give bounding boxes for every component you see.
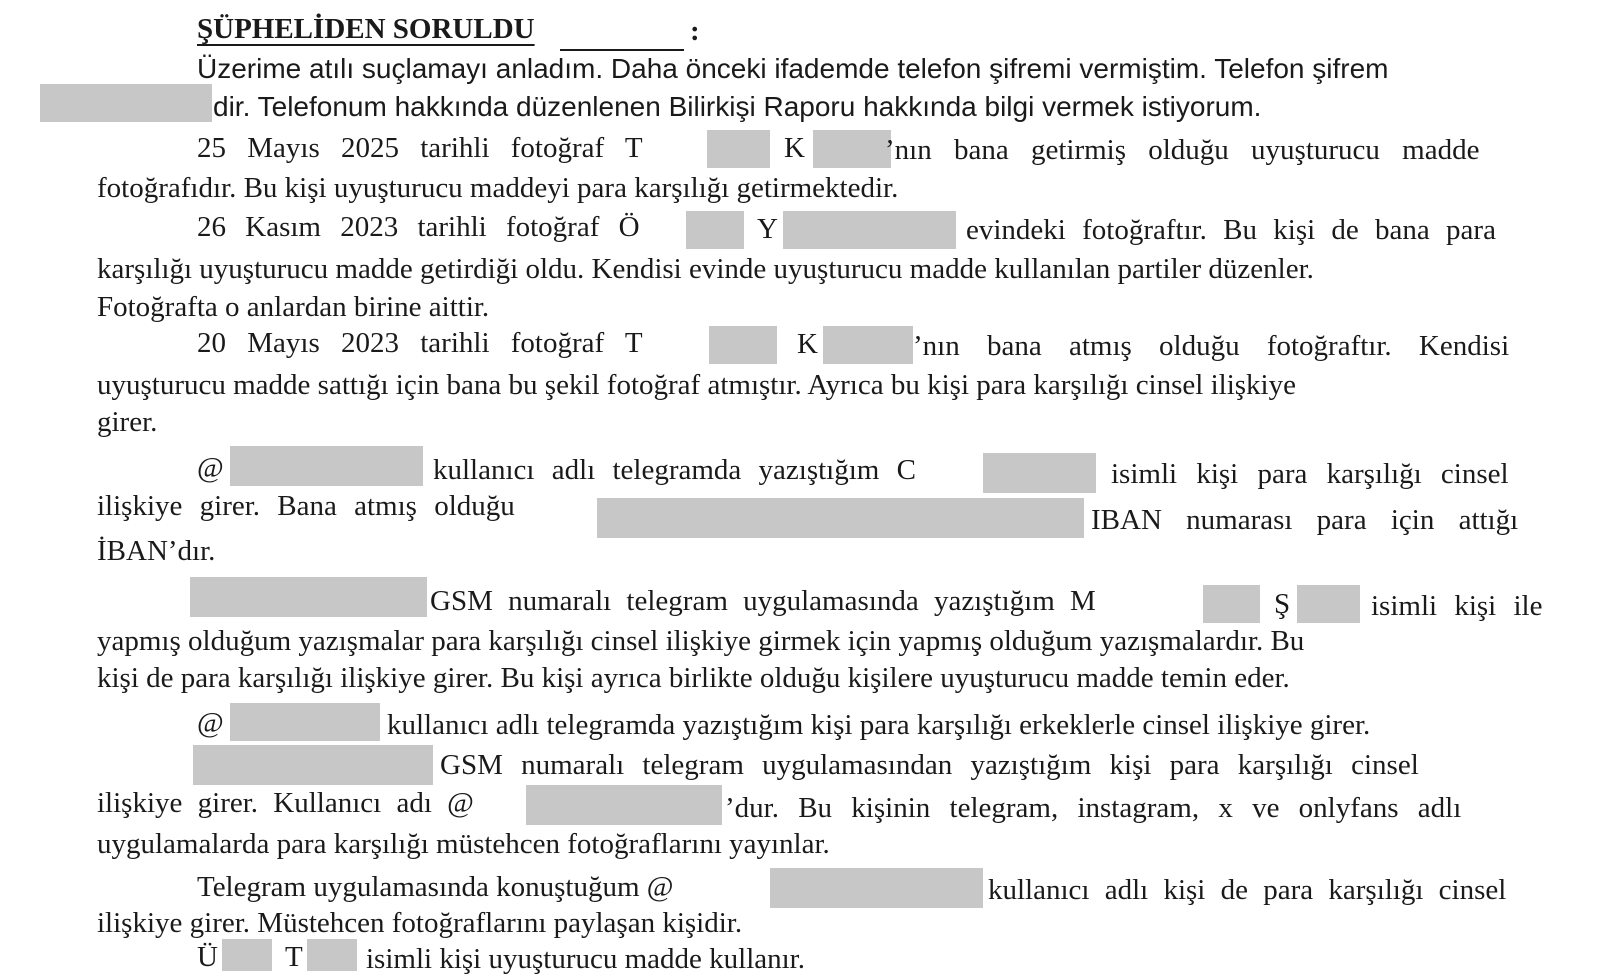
text-line: Ü	[197, 941, 218, 973]
text-line: fotoğrafıdır. Bu kişi uyuşturucu maddeyi para karşılığı getirmektedir.	[97, 172, 899, 204]
text-line: K	[797, 328, 818, 360]
text-line: GSM numaralı telegram uygulamasında yazıştığım M	[430, 585, 1096, 617]
redaction-box	[40, 84, 212, 122]
text-line: dir. Telefonum hakkında düzenlenen Bilirkişi Raporu hakkında bilgi vermek istiyorum.	[213, 91, 1262, 122]
text-line: 26 Kasım 2023 tarihli fotoğraf Ö	[197, 211, 640, 243]
redaction-box	[1203, 585, 1260, 623]
text-line: kullanıcı adlı telegramda yazıştığım C	[433, 454, 916, 486]
text-line: karşılığı uyuşturucu madde getirdiği oldu. Kendisi evinde uyuşturucu madde kullanılan partiler düzenler.	[97, 253, 1314, 285]
text-line: yapmış olduğum yazışmalar para karşılığı cinsel ilişkiye girmek için yapmış olduğum yazışmalardır. Bu	[97, 625, 1305, 657]
redaction-box	[230, 703, 380, 741]
heading-colon: :	[690, 15, 700, 47]
redaction-box	[1297, 585, 1360, 623]
text-line: ’nın bana getirmiş olduğu uyuşturucu madde	[885, 134, 1480, 166]
redaction-box	[222, 939, 272, 971]
text-line: Telegram uygulamasında konuştuğum @	[197, 871, 674, 903]
text-line: @	[197, 452, 224, 484]
redaction-box	[597, 498, 1084, 538]
heading-underline	[560, 49, 684, 51]
redaction-box	[686, 211, 744, 249]
text-line: isimli kişi ile	[1371, 590, 1543, 622]
text-line: ilişkiye girer. Bana atmış olduğu	[97, 490, 515, 522]
text-line: @	[197, 707, 224, 739]
text-line: Ş	[1274, 588, 1291, 620]
text-line: ’nın bana atmış olduğu fotoğraftır. Kendisi	[913, 330, 1510, 362]
text-line: kullanıcı adlı kişi de para karşılığı cinsel	[988, 874, 1507, 906]
text-line: Fotoğrafta o anlardan birine aittir.	[97, 291, 490, 323]
text-line: ’dur. Bu kişinin telegram, instagram, x ve onlyfans adlı	[725, 792, 1462, 824]
redaction-box	[983, 453, 1096, 493]
text-line: GSM numaralı telegram uygulamasından yazıştığım kişi para karşılığı cinsel	[440, 749, 1419, 781]
redaction-box	[230, 446, 423, 486]
text-line: ilişkiye girer. Müstehcen fotoğraflarını paylaşan kişidir.	[97, 907, 743, 939]
document-heading: ŞÜPHELİDEN SORULDU	[197, 13, 535, 45]
text-line: uyuşturucu madde sattığı için bana bu şekil fotoğraf atmıştır. Ayrıca bu kişi para karşılığı cinsel ilişkiye	[97, 369, 1296, 401]
redaction-box	[526, 785, 722, 825]
text-line: girer.	[97, 406, 158, 438]
text-line: kullanıcı adlı telegramda yazıştığım kişi para karşılığı erkeklerle cinsel ilişkiye girer.	[387, 709, 1371, 741]
text-line: evindeki fotoğraftır. Bu kişi de bana para	[966, 214, 1496, 246]
text-line: ilişkiye girer. Kullanıcı adı @	[97, 787, 474, 819]
redaction-box	[193, 745, 433, 785]
text-line: uygulamalarda para karşılığı müstehcen fotoğraflarını yayınlar.	[97, 828, 830, 860]
redaction-box	[823, 326, 913, 364]
text-line: İBAN’dır.	[97, 535, 216, 567]
text-line: 25 Mayıs 2025 tarihli fotoğraf T	[197, 132, 643, 164]
redaction-box	[813, 130, 891, 168]
text-line: isimli kişi para karşılığı cinsel	[1111, 458, 1509, 490]
text-line: K	[784, 132, 805, 164]
redaction-box	[707, 130, 770, 168]
text-line: IBAN numarası para için attığı	[1091, 504, 1519, 536]
text-line: kişi de para karşılığı ilişkiye girer. Bu kişi ayrıca birlikte olduğu kişilere uyuşturucu madde temin eder.	[97, 662, 1290, 694]
redaction-box	[190, 577, 427, 617]
text-line: T	[285, 941, 303, 973]
redaction-box	[709, 326, 777, 364]
text-line: Y	[757, 213, 778, 245]
redaction-box	[783, 211, 956, 249]
text-line: isimli kişi uyuşturucu madde kullanır.	[366, 943, 805, 975]
text-line: 20 Mayıs 2023 tarihli fotoğraf T	[197, 327, 643, 359]
redaction-box	[770, 868, 983, 908]
redaction-box	[307, 939, 357, 971]
text-line: Üzerime atılı suçlamayı anladım. Daha önceki ifademde telefon şifremi vermiştim. Telefon şifrem	[197, 53, 1389, 84]
